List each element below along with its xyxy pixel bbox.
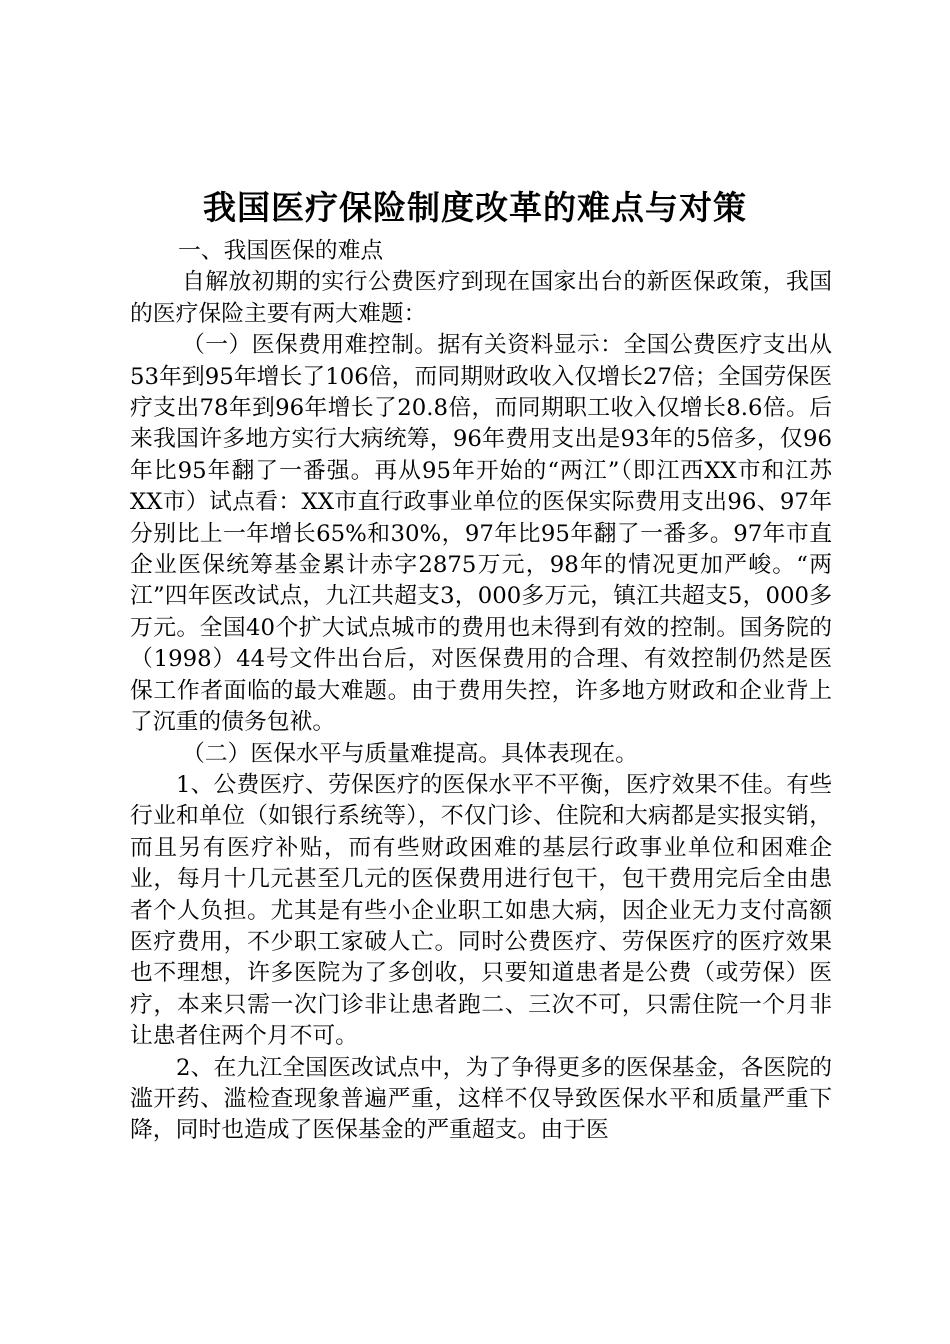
paragraph-cost-control: （一）医保费用难控制。据有关资料显示：全国公费医疗支出从53年到95年增长了106倍，而同期财政收入仅增长27倍；全国劳保医疗支出78年到96年增长了20.8倍，而同期职工收入仅增长8.6倍。后来我国许多地方实行大病统筹，96年费用支出是93年的5倍多，仅96年比95年翻了一番强。再从95年开始的“两江”（即江西XX市和江苏XX市）试点看：XX市直行政事业单位的医保实际费用支出96、97年分别比上一年增长65%和30%，97年比95年翻了一番多。97年市直企业医保统筹基金累计赤字2875万元，98年的情况更加严峻。“两江”四年医改试点，九江共超支3，000多万元，镇江共超支5，000多万元。全国40个扩大试点城市的费用也未得到有效的控制。国务院的（1998）44号文件出台后，对医保费用的合理、有效控制仍然是医保工作者面临的最大难题。由于费用失控，许多地方财政和企业背上了沉重的债务包袱。 bbox=[130, 332, 832, 736]
document-body bbox=[130, 236, 832, 1147]
document-title: 我国医疗保险制度改革的难点与对策 bbox=[203, 188, 747, 227]
paragraph-quality-heading: （二）医保水平与质量难提高。具体表现在。 bbox=[182, 740, 638, 767]
section-heading: 一、我国医保的难点 bbox=[178, 238, 384, 264]
paragraph-item-1: 1、公费医疗、劳保医疗的医保水平不平衡，医疗效果不佳。有些行业和单位（如银行系统等），不仅门诊、住院和大病都是实报实销，而且另有医疗补贴，而有些财政困难的基层行政事业单位和困难企业，每月十几元甚至几元的医保费用进行包干，包干费用完后全由患者个人负担。尤其是有些小企业职工如患大病，因企业无力支付高额医疗费用，不少职工家破人亡。同时公费医疗、劳保医疗的医疗效果也不理想，许多医院为了多创收，只要知道患者是公费（或劳保）医疗，本来只需一次门诊非让患者跑二、三次不可，只需住院一个月非让患者住两个月不可。 bbox=[130, 771, 832, 1050]
paragraph-intro: 自解放初期的实行公费医疗到现在国家出台的新医保政策，我国的医疗保险主要有两大难题： bbox=[130, 269, 832, 327]
paragraph-item-2: 2、在九江全国医改试点中，为了争得更多的医保基金，各医院的滥开药、滥检查现象普遍严重，这样不仅导致医保水平和质量严重下降，同时也造成了医保基金的严重超支。由于医 bbox=[130, 1054, 832, 1144]
